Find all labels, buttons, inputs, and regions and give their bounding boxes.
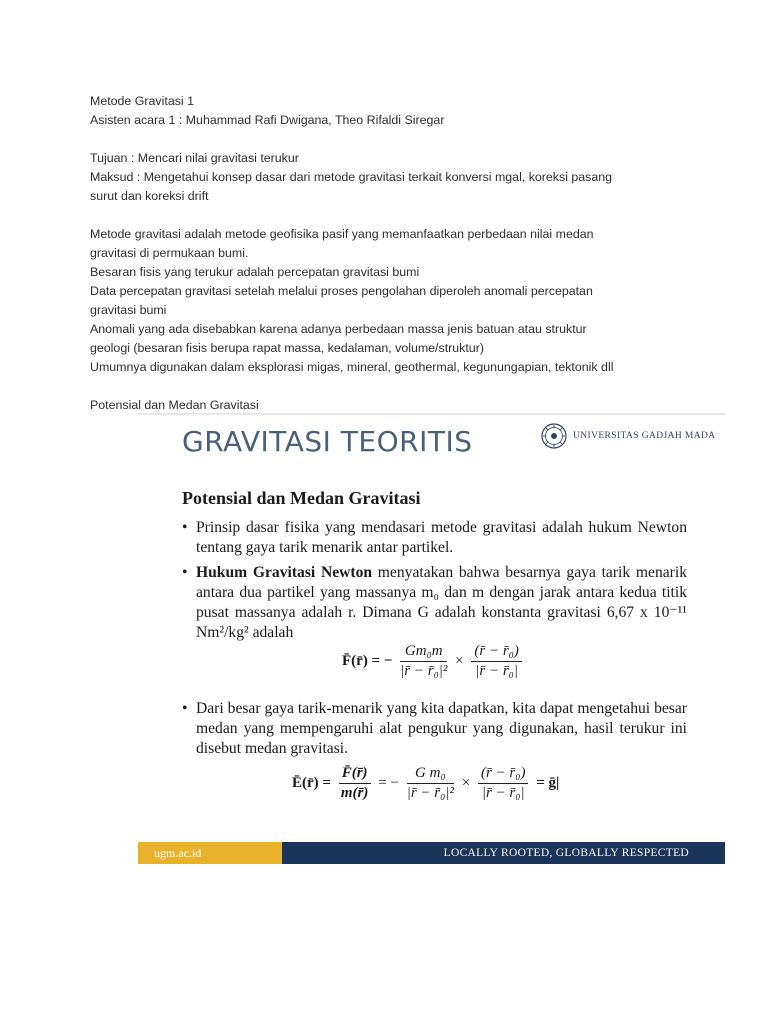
doc-title: Metode Gravitasi 1: [90, 94, 194, 108]
eq2-num-1: G m₀: [407, 765, 454, 784]
bullet-dot: •: [182, 519, 188, 536]
eq2-lhs: Ē(r̄) =: [292, 775, 331, 791]
maksud-line-2: surut dan koreksi drift: [90, 189, 209, 203]
eq2-fraction-2: [478, 765, 529, 802]
eq2-times: ×: [461, 775, 471, 791]
eq1-den-1: |r̄ − r̄₀|²: [400, 663, 448, 679]
paragraph-4-line-1: Anomali yang ada disebabkan karena adanya perbedaan massa jenis batuan atau struktur: [90, 322, 587, 336]
bullet-dot: •: [182, 700, 188, 717]
slide-image: [138, 413, 725, 864]
eq1-den-2: |r̄ − r̄₀|: [475, 663, 519, 679]
tujuan-line: Tujuan : Mencari nilai gravitasi terukur: [90, 151, 299, 165]
eq1-fraction-2: [471, 643, 522, 680]
paragraph-2: Besaran fisis yang terukur adalah percepatan gravitasi bumi: [90, 265, 420, 279]
ugm-logo: [541, 423, 716, 449]
eq1-times: ×: [455, 653, 464, 669]
eq1-num-1: Gm₀m: [400, 643, 447, 662]
eq2-den-1: |r̄ − r̄₀|²: [406, 785, 454, 801]
footer-url: ugm.ac.id: [138, 842, 282, 864]
paragraph-1-line-2: gravitasi di permukaan bumi.: [90, 246, 249, 260]
eq2-den-2: |r̄ − r̄₀|: [481, 785, 525, 801]
maksud-line-1: Maksud : Mengetahui konsep dasar dari metode gravitasi terkait konversi mgal, koreksi pasang: [90, 170, 613, 184]
bullet-2-bold: Hukum Gravitasi Newton: [196, 564, 373, 581]
bullet-1-text: Prinsip dasar fisika yang mendasari metode gravitasi adalah hukum Newton tentang gaya tarik menarik antar partikel.: [196, 519, 687, 556]
slide-bullet-1: [182, 518, 687, 558]
paragraph-3-line-2: gravitasi bumi: [90, 303, 167, 317]
eq1-lhs: F̄(r̄) = −: [342, 653, 393, 669]
paragraph-4-line-2: geologi (besaran fisis berupa rapat massa, kedalaman, volume/struktur): [90, 341, 484, 355]
paragraph-5: Umumnya digunakan dalam eksplorasi migas, mineral, geothermal, kegunungapian, tektonik dll: [90, 360, 614, 374]
newton-force-equation: [338, 643, 522, 680]
eq2-fraction-1: [407, 765, 454, 802]
bullet-2-text: [196, 563, 687, 643]
eq2-num-2: (r̄ − r̄₀): [478, 765, 529, 784]
footer-tagline: LOCALLY ROOTED, GLOBALLY RESPECTED: [282, 842, 725, 864]
slide-title: GRAVITASI TEORITIS: [182, 425, 473, 458]
slide-heading: Potensial dan Medan Gravitasi: [182, 488, 421, 508]
bullet-2-rest: menyatakan bahwa besarnya gaya tarik menarik antara dua partikel yang massanya m₀ dan m dengan jarak antara kedua titik pusat massanya adalah r. Dimana G adalah konstanta gravitasi 6,67 x 10⁻¹¹ Nm²/kg² adalah: [196, 564, 687, 641]
slide-footer: [138, 842, 725, 864]
gravity-field-equation: [288, 765, 563, 802]
eq2-rhs: = ḡ|: [536, 775, 560, 791]
paragraph-1-line-1: Metode gravitasi adalah metode geofisika pasif yang memanfaatkan perbedaan nilai medan: [90, 227, 594, 241]
eq2-mid: = −: [378, 775, 399, 791]
eq2-fraction-0: [339, 765, 371, 802]
ugm-seal-icon: [541, 423, 567, 449]
paragraph-3-line-1: Data percepatan gravitasi setelah melalui proses pengolahan diperoleh anomali percepatan: [90, 284, 593, 298]
eq1-fraction-1: [400, 643, 447, 680]
document-notes: [90, 92, 690, 415]
eq2-den-0: m(r̄): [340, 785, 369, 801]
ugm-name: UNIVERSITAS GADJAH MADA: [573, 431, 716, 441]
bullet-3-text: Dari besar gaya tarik-menarik yang kita dapatkan, kita dapat mengetahui besar medan yang mempengaruhi alat pengukur yang digunakan, hasil terukur ini disebut medan gravitasi.: [196, 700, 687, 757]
eq1-num-2: (r̄ − r̄₀): [471, 643, 522, 662]
assistants-line: Asisten acara 1 : Muhammad Rafi Dwigana, Theo Rifaldi Siregar: [90, 113, 445, 127]
bullet-dot: •: [182, 564, 188, 581]
eq2-num-0: F̄(r̄): [339, 765, 371, 784]
slide-bullet-2: [182, 563, 687, 643]
section-heading: Potensial dan Medan Gravitasi: [90, 398, 259, 412]
slide-bullet-3: [182, 699, 687, 759]
